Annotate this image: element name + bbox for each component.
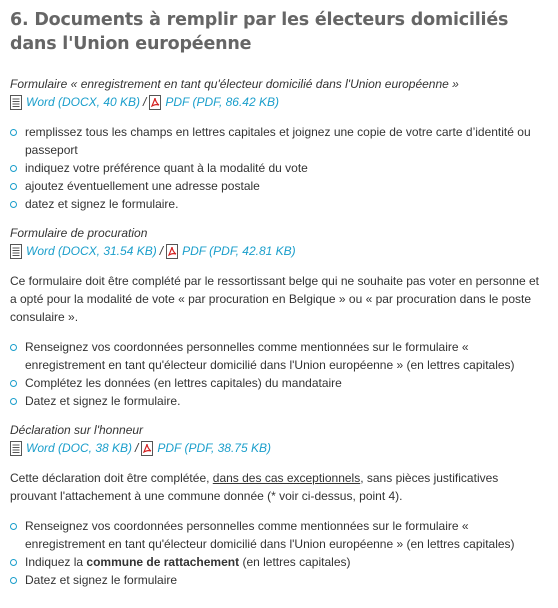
pdf-download-link[interactable]: PDF (PDF, 38.75 KB) [157,441,271,455]
link-separator: / [143,95,147,109]
list-item [10,159,548,177]
list-item-text: Renseignez vos coordonnées personnelles comme mentionnées sur le formulaire « enregistrement en tant qu'électeur domicilié dans l'Union européenne » (en lettres capitales) [25,519,515,551]
pdf-icon [149,95,161,110]
form-title: Déclaration sur l'honneur [10,423,144,437]
document-icon [10,95,22,110]
pdf-icon [166,244,178,259]
list-item-text: Complétez les données (en lettres capitales) du mandataire [25,376,342,390]
download-links [10,93,548,111]
list-item [10,374,548,392]
word-download-link[interactable]: Word (DOCX, 40 KB) [26,95,141,109]
pdf-icon [141,441,153,456]
list-item [10,195,548,213]
word-download-link[interactable]: Word (DOCX, 31.54 KB) [26,244,157,258]
bullet-icon [10,577,17,584]
form-section-declaration [10,422,548,589]
description-text: Cette déclaration doit être complétée, [10,471,213,485]
bullet-icon [10,559,17,566]
list-item [10,177,548,195]
list-item-bold: commune de rattachement [86,555,240,569]
exceptional-cases-link[interactable]: dans des cas exceptionnels [212,471,361,485]
pdf-download-link[interactable]: PDF (PDF, 42.81 KB) [182,244,296,258]
link-separator: / [159,244,164,258]
pdf-download-link[interactable]: PDF (PDF, 86.42 KB) [165,95,279,109]
description-text: , sans pièces justificatives prouvant l'attachement à une commune donnée (* voir ci-dessus, point 4). [10,471,499,503]
bullet-icon [10,183,17,190]
bullet-icon [10,129,17,136]
list-item-text: Renseignez vos coordonnées personnelles comme mentionnées sur le formulaire « enregistrement en tant qu'électeur domicilié dans l'Union européenne » (en lettres capitales) [25,340,515,372]
link-separator: / [135,441,139,455]
list-item [10,517,548,553]
bullet-icon [10,201,17,208]
list-item-text: indiquez votre préférence quant à la modalité du vote [25,161,308,175]
word-download-link[interactable]: Word (DOC, 38 KB) [26,441,133,455]
list-item [10,571,548,589]
list-item [10,392,548,410]
list-item-text: datez et signez le formulaire. [25,197,179,211]
list-item-text: (en lettres capitales) [239,555,351,569]
list-item-text: Indiquez la [25,555,87,569]
form-description [10,469,548,505]
instruction-list [10,517,548,589]
form-title: Formulaire « enregistrement en tant qu'électeur domicilié dans l'Union européenne » [10,77,459,91]
download-links [10,242,548,260]
bullet-icon [10,398,17,405]
bullet-icon [10,380,17,387]
list-item [10,338,548,374]
list-item [10,553,548,571]
list-item-text: Datez et signez le formulaire. [25,394,181,408]
page-heading: 6. Documents à remplir par les électeurs domiciliés dans l'Union européenne [10,10,509,54]
document-icon [10,244,22,259]
instruction-list [10,338,548,410]
list-item-text: ajoutez éventuellement une adresse postale [25,179,260,193]
list-item [10,123,548,159]
bullet-icon [10,344,17,351]
form-section-proxy [10,225,548,410]
document-icon [10,441,22,456]
bullet-icon [10,523,17,530]
form-title: Formulaire de procuration [10,226,148,240]
bullet-icon [10,165,17,172]
list-item-text: Datez et signez le formulaire [25,573,178,587]
form-description: Ce formulaire doit être complété par le ressortissant belge qui ne souhaite pas voter en personne et a opté pour la modalité de vote « par procuration en Belgique » ou « par procuration dans le poste consulaire ». [10,274,539,324]
download-links [10,439,548,457]
list-item-text: remplissez tous les champs en lettres capitales et joignez une copie de votre carte d’identité ou passeport [25,125,531,157]
instruction-list [10,123,548,213]
form-section-registration [10,76,548,213]
